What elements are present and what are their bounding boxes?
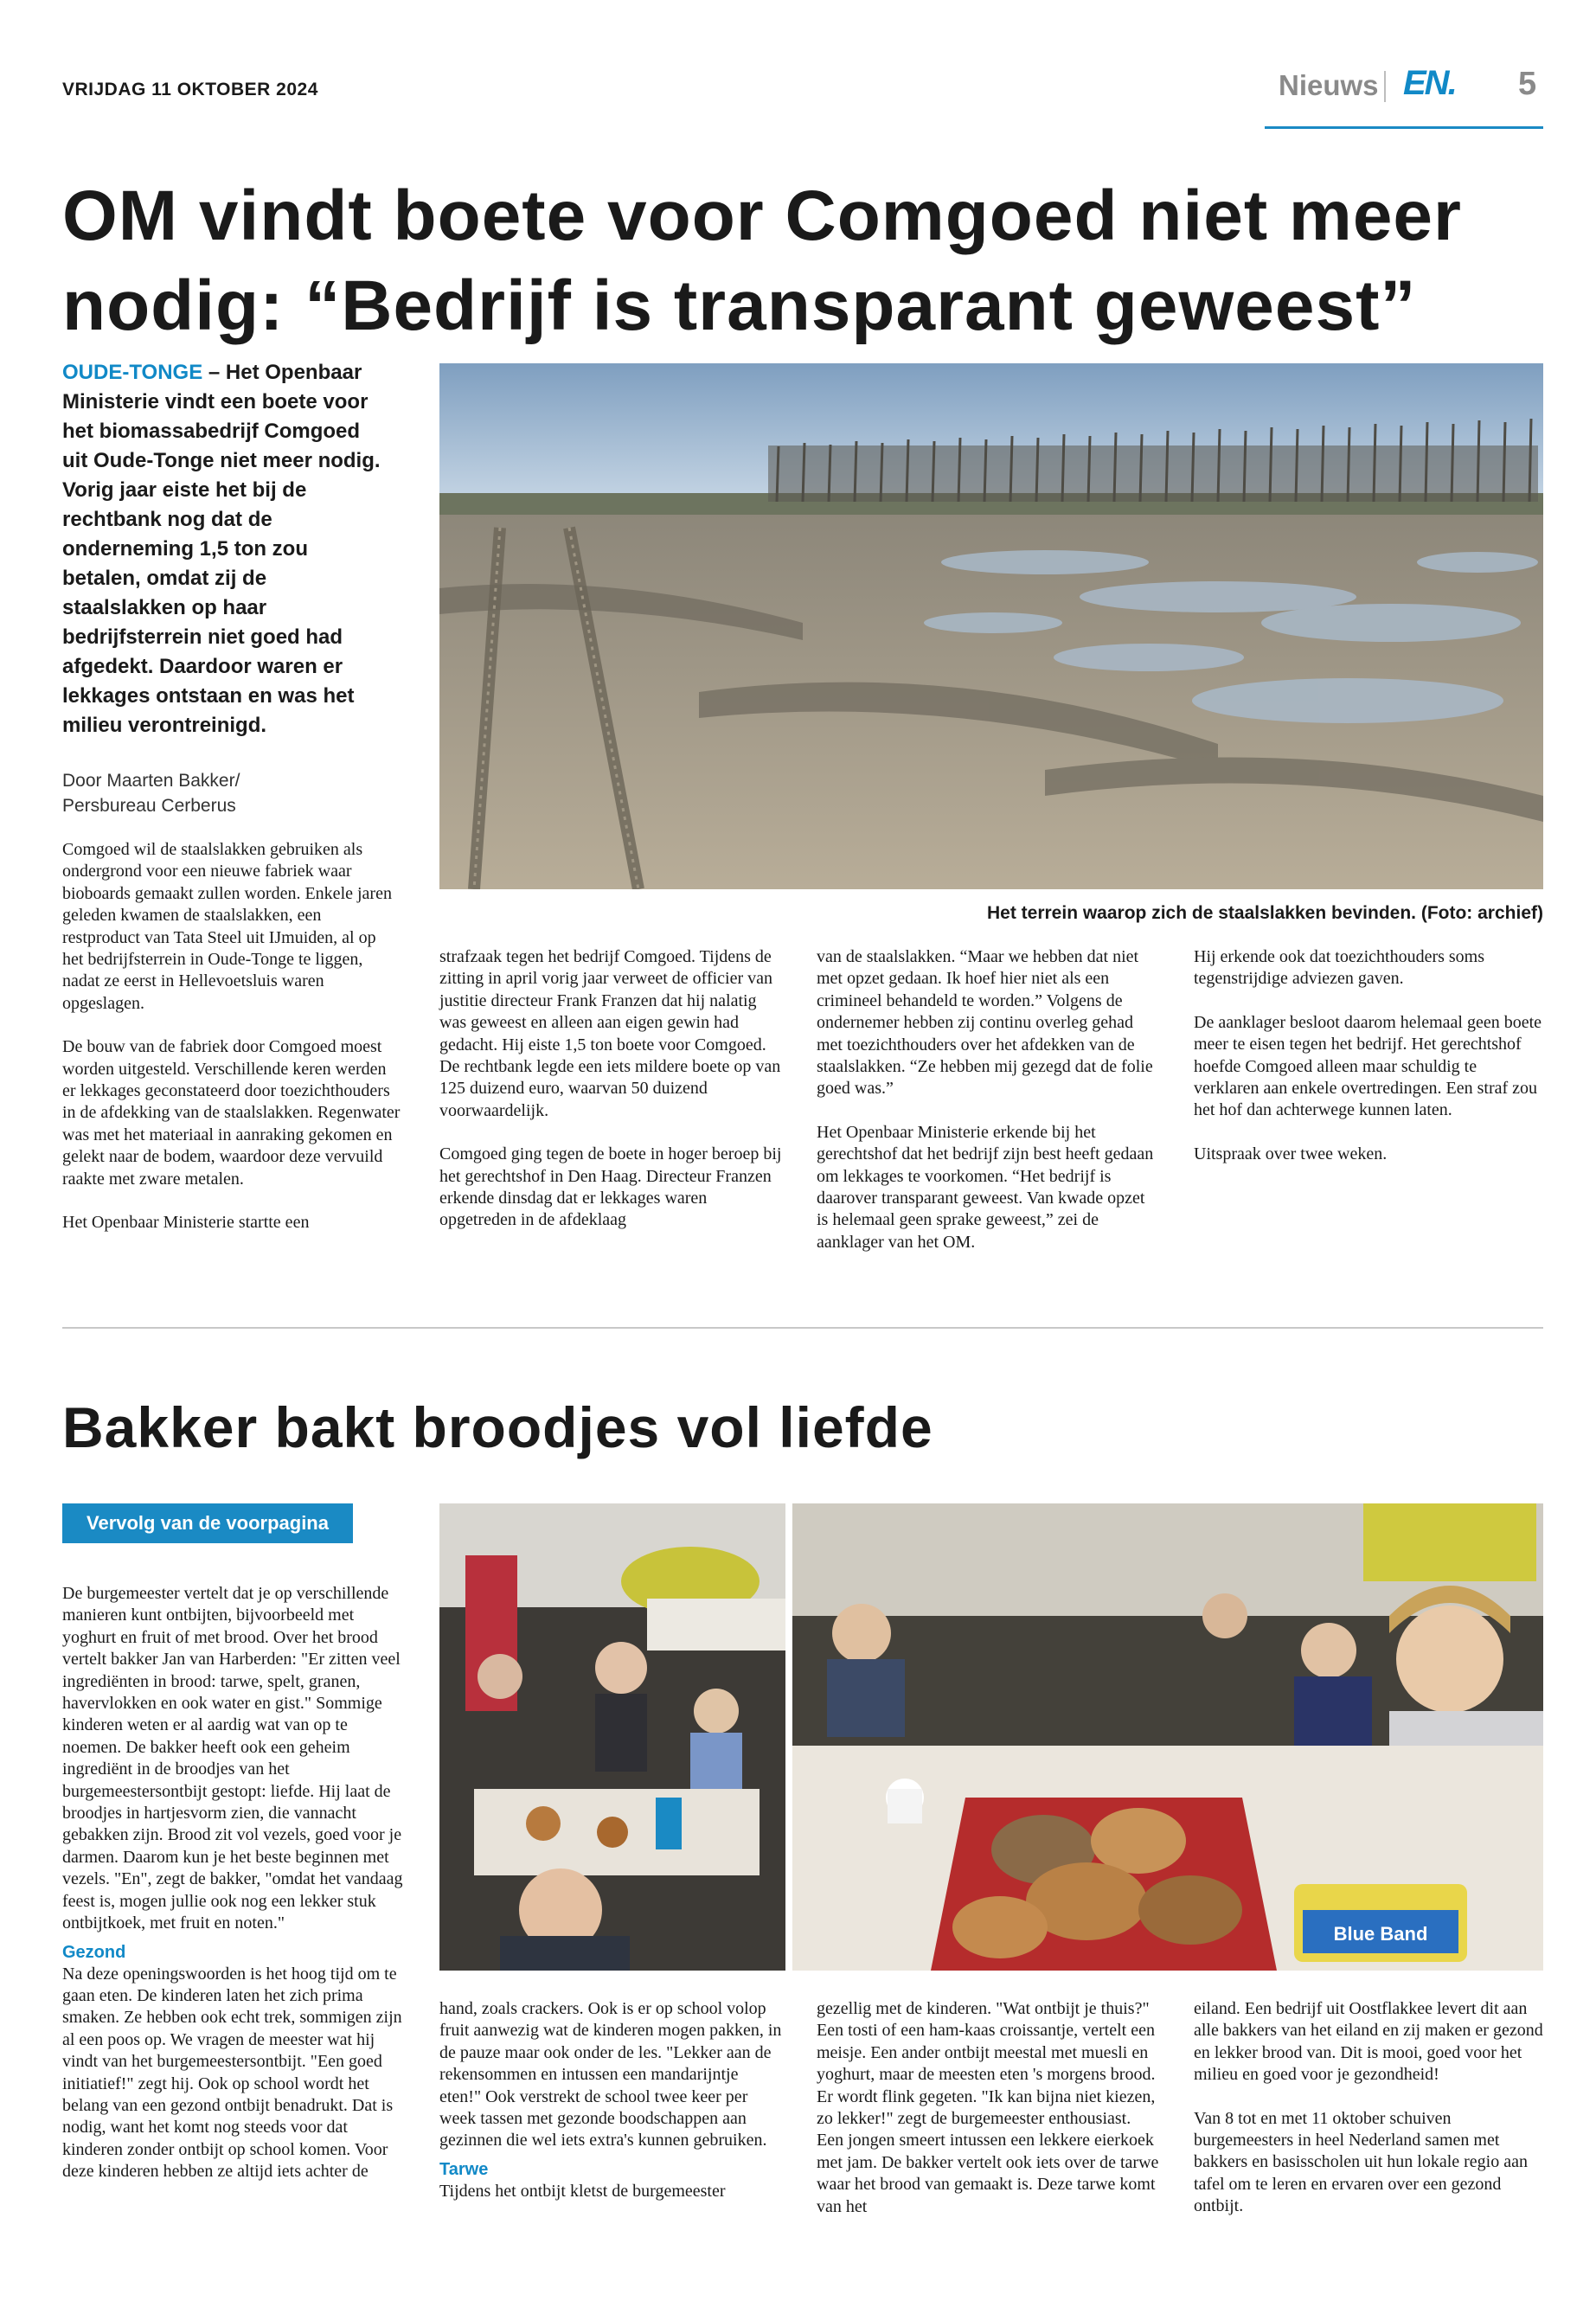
article2-col1-p2: Na deze openingswoorden is het hoog tijd om te gaan eten. De kinderen laten het zich prima smaken. Ze hebben ook echt trek, sommigen zijn al een poos op. We vragen de meester wat hij vindt van het burgemeestersontbijt. "Een goed initiatief!" zegt hij. Ook op school wordt het belang van een gezond ontbijt benadrukt. Dat is nodig, want het komt nog steeds voor dat kinderen zonder ontbijt op school komen. Voor deze kinderen hebben ze altijd iets achter de: [62, 1964, 402, 2182]
section-label: Nieuws: [1279, 69, 1379, 101]
subhead-gezond: Gezond: [62, 1942, 126, 1962]
article1-col2-p1: strafzaak tegen het bedrijf Comgoed. Tijdens de zitting in april vorig jaar verweet de officier van justitie directeur Frank Franzen dat hij nalatig was geweest en alleen aan eigen gewin had gedacht. Hij eiste 1,5 ton boete voor Comgoed. De rechtbank legde een iets mildere boete op van 125 duizend euro, waarvan 50 duizend voorwaardelijk.: [439, 947, 781, 1120]
article1-column-2: [439, 946, 782, 1253]
article1-col4-p2: De aanklager besloot daarom helemaal geen boete meer te eisen tegen het bedrijf. Het gerechtshof hoefde Comgoed alleen maar schuldig te verklaren aan enkele overtredingen. Een straf zou het hof dan achterwege kunnen laten.: [1194, 1012, 1542, 1120]
article1-column-1: [62, 839, 401, 1256]
article2-photo-right: [792, 1503, 1543, 1971]
breakfast-photo-right-illustration: [792, 1503, 1543, 1971]
article1-column-4: [1194, 946, 1543, 1187]
article2-headline: Bakker bakt broodjes vol liefde: [62, 1395, 933, 1459]
article1-col1-p3: Het Openbaar Ministerie startte een: [62, 1213, 310, 1233]
continued-from-front-label: Vervolg van de voorpagina: [62, 1503, 353, 1543]
butter-tub-label: Blue Band: [1333, 1923, 1428, 1945]
article-divider: [62, 1327, 1543, 1329]
article1-photo: [439, 363, 1543, 889]
article1-col1-p1: Comgoed wil de staalslakken gebruiken als ondergrond voor een nieuwe fabriek waar bioboards gemaakt zullen worden. Enkele jaren geleden kwamen de staalslakken, een restproduct van Tata Steel uit IJmuiden, al op het bedrijfsterrein in Oude-Tonge te liggen, nadat ze eerst in Hellevoetsluis waren opgeslagen.: [62, 840, 392, 1013]
article2-photo-left: [439, 1503, 785, 1971]
article1-col4-p1: Hij erkende ook dat toezichthouders soms tegenstrijdige adviezen gaven.: [1194, 947, 1485, 989]
breakfast-photo-left-illustration: [439, 1503, 785, 1971]
article2-column-4: [1194, 1998, 1543, 2240]
article1-headline-line2: nodig: “Bedrijf is transparant geweest”: [62, 266, 1417, 345]
article1-dateline: OUDE-TONGE: [62, 361, 203, 384]
article1-col4-p3: Uitspraak over twee weken.: [1194, 1144, 1388, 1163]
article2-col2-p1: hand, zoals crackers. Ook is er op school volop fruit aanwezig wat de kinderen mogen pakken, in de pauze maar ook onder de les. "Lekker aan de rekensommen en intussen een mandarijntje eten!" Ook verstrekt de school twee keer per week tassen met gezonde boodschappen aan gezinnen die wel iets extra's kunnen gebruiken.: [439, 1999, 782, 2150]
byline-agency: Persbureau Cerberus: [62, 796, 236, 816]
subhead-tarwe: Tarwe: [439, 2159, 489, 2179]
article1-lead: [62, 358, 389, 740]
article1-col1-p2: De bouw van de fabriek door Comgoed moest worden uitgesteld. Verschillende keren werden er lekkages geconstateerd door toezichthouders in de afdekking van de staalslakken. Regenwater was met het materiaal in aanraking gekomen en gelekt naar de bodem, waardoor deze vervuild raakte met zware metalen.: [62, 1037, 401, 1189]
header-separator: [1384, 71, 1386, 102]
article1-byline: [62, 768, 389, 818]
article1-lead-text: – Het Openbaar Ministerie vindt een boete voor het biomassabedrijf Comgoed uit Oude-Tonge niet meer nodig. Vorig jaar eiste het bij de rechtbank nog dat de onderneming 1,5 ton zou betalen, omdat zij de staalslakken op haar bedrijfsterrein niet goed had afgedekt. Daardoor waren er lekkages ontstaan en was het milieu verontreinigd.: [62, 361, 381, 737]
article2-col2-p2: Tijdens het ontbijt kletst de burgemeester: [439, 2181, 726, 2201]
newspaper-logo: EN.: [1403, 64, 1456, 102]
article2-column-2: [439, 1998, 782, 2224]
article1-col2-p2: Comgoed ging tegen de boete in hoger beroep bij het gerechtshof in Den Haag. Directeur Franzen erkende dinsdag dat er lekkages waren opgetreden in de afdeklaag: [439, 1144, 782, 1230]
article2-col4-p2: Van 8 tot en met 11 oktober schuiven burgemeesters in heel Nederland samen met bakkers en basisscholen uit hun lokale regio aan tafel om te leren en ervaren over een gezond ontbijt.: [1194, 2108, 1528, 2216]
field-photo-illustration: [439, 363, 1543, 889]
byline-author: Door Maarten Bakker/: [62, 771, 240, 791]
article2-column-3: [817, 1998, 1159, 2240]
article1-photo-caption: Het terrein waarop zich de staalslakken bevinden. (Foto: archief): [986, 903, 1543, 923]
article1-col3-p1: van de staalslakken. “Maar we hebben dat niet met opzet gedaan. Ik hoef hier niet als een crimineel behandeld te worden.” Volgens de ondernemer hebben zij continu overleg gehad met toezichthouders over het afdekken van de staalslakken. “Ze hebben mij gezegd dat de folie goed was.”: [817, 947, 1153, 1099]
article2-col1-p1: De burgemeester vertelt dat je op verschillende manieren kunt ontbijten, bijvoorbeeld met yoghurt en fruit of met brood. Over het brood vertelt bakker Jan van Harberden: "Er zitten veel ingrediënten in brood: tarwe, spelt, granen, havervlokken en ook water en gist." Sommige kinderen weten er al aardig wat van op te noemen. De bakker heeft ook een geheim ingrediënt in de broodjes van het burgemeestersontbijt gestopt: liefde. Hij laat de broodjes in hartjesvorm zien, die vannacht gebakken zijn. Brood zit vol vezels, goed voor je darmen. Daarom kun je het beste beginnen met vezels. "En", zegt de bakker, "omdat het vandaag feest is, mogen jullie ook nog een lekker stuk ontbijtkoek, met fruit en noten.": [62, 1584, 403, 1933]
article1-headline: [62, 171, 1550, 351]
header-rule: [1265, 126, 1543, 129]
article1-column-3: [817, 946, 1159, 1275]
issue-date: VRIJDAG 11 OKTOBER 2024: [62, 80, 318, 99]
page-number: 5: [1518, 66, 1537, 102]
article1-headline-line1: OM vindt boete voor Comgoed niet meer: [62, 176, 1462, 255]
article2-column-1: [62, 1583, 405, 2205]
article2-col3-p1: gezellig met de kinderen. "Wat ontbijt je thuis?" Een tosti of een ham-kaas croissantje, vertelt een meisje. Een ander ontbijt meestal met muesli en yoghurt, maar de meesten eten 's morgens brood. Er wordt flink gegeten. "Ik kan bijna niet kiezen, zo lekker!" zegt de burgemeester enthousiast. Een jongen smeert intussen een lekkere eierkoek met jam. De bakker vertelt ook iets over de tarwe waar het brood van gemaakt is. Deze tarwe komt van het: [817, 1999, 1159, 2216]
article1-col3-p2: Het Openbaar Ministerie erkende bij het gerechtshof dat het bedrijf zijn best heeft gedaan om lekkages te voorkomen. “Het bedrijf is daarover transparant geweest. Van kwade opzet is helemaal geen sprake geweest,” zei de aanklager van het OM.: [817, 1122, 1154, 1252]
article2-col4-p1: eiland. Een bedrijf uit Oostflakkee levert dit aan alle bakkers van het eiland en zij maken er gezond en lekker brood van. Dit is mooi, goed voor het milieu en goed voor je gezondheid!: [1194, 1999, 1543, 2085]
